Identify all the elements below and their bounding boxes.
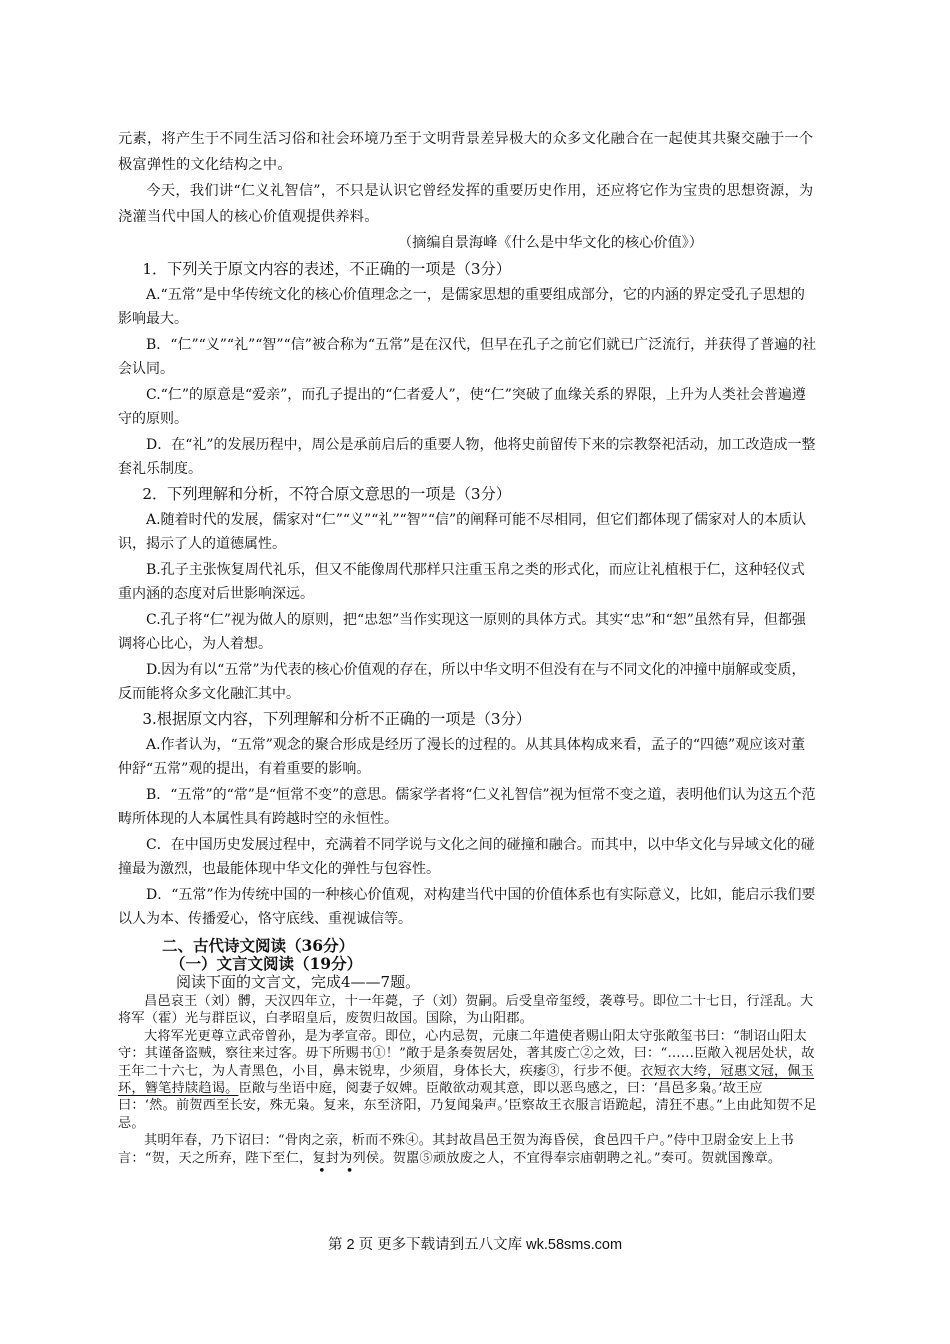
subsection-title: （一）文言文阅读（19分） [170,954,363,973]
passage-paragraph: 元素，将产生于不同生活习俗和社会环境乃至于文明背景差异极大的众多文化融合在一起使其共聚交融于一个极富弹性的文化结构之中。 [118,131,814,173]
question-stem: 3.根据原文内容，下列理解和分析不正确的一项是（3分） [142,710,531,728]
classical-paragraph [118,993,818,1028]
option-a: A.作者认为，“五常”观念的聚合形成是经历了漫长的过程的。从其具体构成来看，孟子的“四德”观应该对董仲舒“五常”观的提出，有着重要的影响。 [118,737,806,777]
option-b: B.孔子主张恢复周代礼乐，但又不能像周代那样只注重玉帛之类的形式化，而应让礼植根于仁，这种轻仪式重内涵的态度对后世影响深远。 [118,562,805,602]
option-c: C．在中国历史发展过程中，充满着不同学说与文化之间的碰撞和融合。而其中，以中华文化与异域文化的碰撞最为激烈，也最能体现中华文化的弹性与包容性。 [118,837,815,877]
option-d: D．在“礼”的发展历程中，周公是承前启后的重要人物，他将史前留传下来的宗教祭祀活动，加工改造成一整套礼乐制度。 [118,437,816,477]
classical-text: 昌邑哀王（刘）髆，天汉四年立，十一年薨，子（刘）贺嗣。后受皇帝玺绶，袭尊号。即位二十七日，行淫乱。大将军（霍）光与群臣议，白孝昭皇后，废贺归故国。国除，为山阳郡。 [118,994,814,1027]
classical-text: 其明年春，乃下诏曰：“骨肉之亲，析而不殊④。其封故昌邑王贺为海昏侯，食邑四千户。”侍中卫尉金安上上书言：“贺，天之所弃，陛下至仁，复封为列侯。贺嚚⑤顽放废之人，不宜得奉宗庙朝聘之礼。”奏可。贺就国豫章。 [118,1133,794,1166]
option-a: A.“五常”是中华传统文化的核心价值理念之一，是儒家思想的重要组成部分，它的内涵的界定受孔子思想的影响最大。 [118,287,805,327]
passage-paragraph: 今天，我们讲“仁义礼智信”，不只是认识它曾经发挥的重要历史作用，还应将它作为宝贵的思想资源，为浇灌当代中国人的核心价值观提供养料。 [118,183,814,225]
option-d: D．“五常”作为传统中国的一种核心价值观，对构建当代中国的价值体系也有实际意义，比如，能启示我们要以人为本、传播爱心，恪守底线、重视诚信等。 [118,887,816,927]
classical-text: 臣敞与坐语中庭，阅妻子奴婢。臣敞欲动观其意，即以恶鸟感之，曰：‘昌邑多枭。’故王应曰：‘然。前贺西至长安，殊无枭。复来，东至济阳，乃复闻枭声。’臣察故王衣服言语跪起，清狂不惠。”上由此知贺不足忌。 [118,1081,817,1131]
page-content [118,126,818,1180]
option-b: B．“仁”“义”“礼”“智”“信”被合称为“五常”是在汉代，但早在孔子之前它们就已广泛流行，并获得了普遍的社会认同。 [118,337,817,377]
classical-paragraph [118,1028,818,1132]
page-footer: 第 2 页 更多下载请到五八文库 wk.58sms.com [327,1237,623,1253]
question-2 [118,482,818,706]
question-1 [118,257,818,481]
option-d: D.因为有以“五常”为代表的核心价值观的存在，所以中华文明不但没有在与不同文化的冲撞中崩解或变质，反而能将众多文化融汇其中。 [118,662,806,702]
classical-text: 大将军光更尊立武帝曾孙，是为孝宣帝。即位，心内忌贺，元康二年遣使者赐山阳太守张敞玺书曰：“制诏山阳太守：其谨备盗贼，察往来过客。毋下所赐书①！”敞于是条奏贺居处，著其废亡②之效，曰：“……臣敞入视居处状，故王年二十六七，为人青黑色，小目，鼻末锐卑，少须眉，身体长大，疾痿③，行步不便。 [118,1028,815,1079]
option-a: A.随着时代的发展，儒家对“仁”“义”“礼”“智”“信”的阐释可能不尽相同，但它们都体现了儒家对人的本质认识，揭示了人的道德属性。 [118,512,807,552]
section-title: 二、古代诗文阅读（36分） [162,936,355,955]
emphasis-dots: • • [318,1164,362,1180]
passage-source: （摘编自景海峰《什么是中华文化的核心价值》） [397,235,703,251]
question-stem: 1．下列关于原文内容的表述，不正确的一项是（3分） [142,260,511,278]
option-b: B．“五常”的“常”是“恒常不变”的意思。儒家学者将“仁义礼智信”视为恒常不变之道，表明他们认为这五个范畴所体现的人本属性具有跨越时空的永恒性。 [118,787,816,827]
option-c: C.孔子将“仁”视为做人的原则，把“忠恕”当作实现这一原则的具体方式。其实“忠”和“恕”虽然有异，但都强调将心比心，为人着想。 [118,612,806,652]
reading-instruction: 阅读下面的文言文，完成4——7题。 [176,973,421,991]
option-c: C.“仁”的原意是“爱亲”，而孔子提出的“仁者爱人”，使“仁”突破了血缘关系的界限，上升为人类社会普遍遵守的原则。 [118,387,806,427]
classical-paragraph [118,1132,818,1167]
question-stem: 2．下列理解和分析，不符合原文意思的一项是（3分） [142,485,511,503]
underlined-sentence: 衣短衣大绔，冠惠文冠，佩玉环，簪笔持牍趋谒。 [118,1063,815,1097]
question-3 [118,707,818,931]
